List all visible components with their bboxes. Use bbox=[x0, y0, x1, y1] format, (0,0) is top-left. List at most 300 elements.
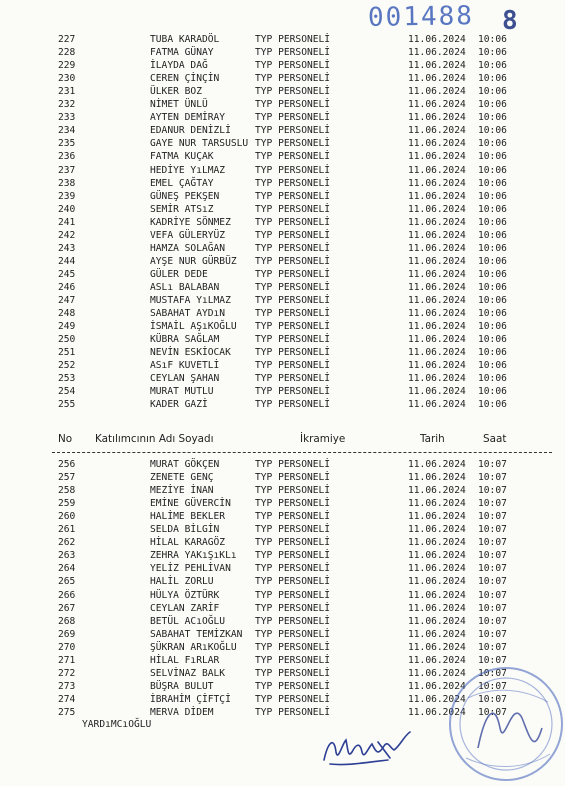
row-time: 10:06 bbox=[478, 386, 507, 398]
row-date: 11.06.2024 bbox=[408, 602, 466, 614]
participant-name: GAYE NUR TARSUSLU bbox=[150, 138, 249, 150]
bonus-type: TYP PERSONELİ bbox=[255, 399, 331, 411]
row-date: 11.06.2024 bbox=[408, 615, 466, 627]
row-number: 228 bbox=[58, 47, 76, 59]
row-time: 10:07 bbox=[478, 667, 507, 679]
bonus-type: TYP PERSONELİ bbox=[255, 667, 331, 679]
table-row bbox=[0, 589, 565, 602]
row-number: 250 bbox=[58, 334, 76, 346]
row-number: 256 bbox=[58, 459, 76, 470]
table-row bbox=[0, 281, 565, 294]
table-row bbox=[0, 641, 565, 654]
bonus-type: TYP PERSONELİ bbox=[255, 138, 331, 150]
row-time: 10:06 bbox=[478, 151, 507, 163]
official-seal-stamp bbox=[438, 658, 565, 786]
bonus-type: TYP PERSONELİ bbox=[255, 537, 331, 549]
row-number: 264 bbox=[58, 563, 76, 575]
row-date: 11.06.2024 bbox=[408, 203, 466, 215]
row-time: 10:06 bbox=[478, 308, 507, 320]
bonus-type: TYP PERSONELİ bbox=[255, 86, 331, 98]
table-row bbox=[0, 216, 565, 229]
participant-name: YELİZ PEHLİVAN bbox=[150, 563, 231, 575]
row-time: 10:06 bbox=[478, 60, 507, 72]
participant-name: BÜŞRA BULUT bbox=[150, 680, 214, 692]
row-date: 11.06.2024 bbox=[408, 667, 466, 679]
table-row bbox=[0, 602, 565, 615]
row-number: 266 bbox=[58, 589, 76, 601]
participant-name: KÜBRA SAĞLAM bbox=[150, 334, 220, 346]
footer-name: YARDıMCıOĞLU bbox=[82, 719, 152, 730]
participant-name: SABAHAT TEMİZKAN bbox=[150, 628, 243, 640]
participant-name: HALİME BEKLER bbox=[150, 511, 226, 523]
row-date: 11.06.2024 bbox=[408, 459, 466, 470]
table-row bbox=[0, 320, 565, 333]
table-row bbox=[0, 333, 565, 346]
row-date: 11.06.2024 bbox=[408, 73, 466, 85]
row-time: 10:06 bbox=[478, 177, 507, 189]
row-date: 11.06.2024 bbox=[408, 472, 466, 484]
participant-name: KADER GAZİ bbox=[150, 399, 208, 411]
participant-name: MERVA DİDEM bbox=[150, 706, 214, 718]
bonus-type: TYP PERSONELİ bbox=[255, 255, 331, 267]
bonus-type: TYP PERSONELİ bbox=[255, 281, 331, 293]
participant-name: SELVİNAZ BALK bbox=[150, 667, 226, 679]
bonus-type: TYP PERSONELİ bbox=[255, 216, 331, 228]
row-time: 10:06 bbox=[478, 360, 507, 372]
row-number: 260 bbox=[58, 511, 76, 523]
row-time: 10:07 bbox=[478, 576, 507, 588]
participant-name: NEVİN ESKİOCAK bbox=[150, 347, 231, 359]
row-date: 11.06.2024 bbox=[408, 321, 466, 333]
bonus-type: TYP PERSONELİ bbox=[255, 308, 331, 320]
bonus-type: TYP PERSONELİ bbox=[255, 524, 331, 536]
bonus-type: TYP PERSONELİ bbox=[255, 498, 331, 510]
bonus-type: TYP PERSONELİ bbox=[255, 563, 331, 575]
bonus-type: TYP PERSONELİ bbox=[255, 602, 331, 614]
bonus-type: TYP PERSONELİ bbox=[255, 706, 331, 718]
row-time: 10:07 bbox=[478, 472, 507, 484]
row-date: 11.06.2024 bbox=[408, 589, 466, 601]
row-date: 11.06.2024 bbox=[408, 399, 466, 411]
participant-name: HİLAL KARAGÖZ bbox=[150, 537, 226, 549]
participant-name: GÜNEŞ PEKŞEN bbox=[150, 190, 220, 202]
table-row bbox=[0, 458, 565, 471]
bonus-type: TYP PERSONELİ bbox=[255, 47, 331, 59]
bonus-type: TYP PERSONELİ bbox=[255, 360, 331, 372]
row-number: 274 bbox=[58, 693, 76, 705]
stamped-serial-suffix: 8 bbox=[502, 6, 518, 36]
row-number: 265 bbox=[58, 576, 76, 588]
row-time: 10:07 bbox=[478, 524, 507, 536]
row-number: 254 bbox=[58, 386, 76, 398]
participant-name: SABAHAT AYDıN bbox=[150, 308, 226, 320]
row-time: 10:07 bbox=[478, 693, 507, 705]
table-row bbox=[0, 497, 565, 510]
row-date: 11.06.2024 bbox=[408, 550, 466, 562]
row-date: 11.06.2024 bbox=[408, 641, 466, 653]
bonus-type: TYP PERSONELİ bbox=[255, 693, 331, 705]
row-time: 10:07 bbox=[478, 459, 507, 470]
participant-name: CEREN ÇİNÇİN bbox=[150, 73, 220, 85]
bonus-type: TYP PERSONELİ bbox=[255, 485, 331, 497]
table-row bbox=[0, 398, 565, 411]
table-row bbox=[0, 346, 565, 359]
row-date: 11.06.2024 bbox=[408, 628, 466, 640]
participant-name: FATMA GÜNAY bbox=[150, 47, 214, 59]
row-time: 10:07 bbox=[478, 654, 507, 666]
row-date: 11.06.2024 bbox=[408, 654, 466, 666]
table-row bbox=[0, 536, 565, 549]
bonus-type: TYP PERSONELİ bbox=[255, 680, 331, 692]
table-row bbox=[0, 59, 565, 72]
row-time: 10:06 bbox=[478, 138, 507, 150]
row-date: 11.06.2024 bbox=[408, 255, 466, 267]
table-row bbox=[0, 294, 565, 307]
row-number: 270 bbox=[58, 641, 76, 653]
participant-name: EMEL ÇAĞTAY bbox=[150, 177, 214, 189]
header-time: Saat bbox=[483, 433, 507, 445]
bonus-type: TYP PERSONELİ bbox=[255, 60, 331, 72]
bonus-type: TYP PERSONELİ bbox=[255, 459, 331, 470]
table-row bbox=[0, 72, 565, 85]
row-number: 257 bbox=[58, 472, 76, 484]
row-time: 10:06 bbox=[478, 255, 507, 267]
row-number: 269 bbox=[58, 628, 76, 640]
header-date: Tarih bbox=[420, 433, 445, 445]
row-date: 11.06.2024 bbox=[408, 524, 466, 536]
participant-name: EMİNE GÜVERCİN bbox=[150, 498, 231, 510]
table-row bbox=[0, 124, 565, 137]
table-row bbox=[0, 307, 565, 320]
bonus-type: TYP PERSONELİ bbox=[255, 641, 331, 653]
row-number: 252 bbox=[58, 360, 76, 372]
row-time: 10:06 bbox=[478, 229, 507, 241]
row-number: 242 bbox=[58, 229, 76, 241]
table-row bbox=[0, 150, 565, 163]
participant-name: ASıF KUVETLİ bbox=[150, 360, 220, 372]
row-number: 237 bbox=[58, 164, 76, 176]
row-time: 10:06 bbox=[478, 399, 507, 411]
participant-name: ÜLKER BOZ bbox=[150, 86, 202, 98]
participant-name: GÜLER DEDE bbox=[150, 268, 208, 280]
row-time: 10:07 bbox=[478, 563, 507, 575]
participant-name: SEMİR ATSıZ bbox=[150, 203, 214, 215]
row-date: 11.06.2024 bbox=[408, 34, 466, 45]
bonus-type: TYP PERSONELİ bbox=[255, 511, 331, 523]
row-date: 11.06.2024 bbox=[408, 680, 466, 692]
table-row bbox=[0, 229, 565, 242]
row-date: 11.06.2024 bbox=[408, 498, 466, 510]
participant-name: FATMA KUÇAK bbox=[150, 151, 214, 163]
participant-name: ŞÜKRAN ARıKOĞLU bbox=[150, 641, 237, 653]
bonus-type: TYP PERSONELİ bbox=[255, 615, 331, 627]
row-date: 11.06.2024 bbox=[408, 112, 466, 124]
bonus-type: TYP PERSONELİ bbox=[255, 576, 331, 588]
bonus-type: TYP PERSONELİ bbox=[255, 229, 331, 241]
row-date: 11.06.2024 bbox=[408, 268, 466, 280]
row-date: 11.06.2024 bbox=[408, 537, 466, 549]
row-time: 10:06 bbox=[478, 125, 507, 137]
participant-name: AYŞE NUR GÜRBÜZ bbox=[150, 255, 237, 267]
participant-name: İBRAHİM ÇİFTÇİ bbox=[150, 693, 231, 705]
row-date: 11.06.2024 bbox=[408, 229, 466, 241]
row-number: 235 bbox=[58, 138, 76, 150]
table-row bbox=[0, 98, 565, 111]
row-number: 229 bbox=[58, 60, 76, 72]
row-time: 10:06 bbox=[478, 190, 507, 202]
bonus-type: TYP PERSONELİ bbox=[255, 654, 331, 666]
table-row bbox=[0, 628, 565, 641]
bonus-type: TYP PERSONELİ bbox=[255, 164, 331, 176]
row-date: 11.06.2024 bbox=[408, 60, 466, 72]
table-header bbox=[0, 432, 565, 446]
table-row bbox=[0, 85, 565, 98]
table-row bbox=[0, 523, 565, 536]
row-time: 10:07 bbox=[478, 641, 507, 653]
row-date: 11.06.2024 bbox=[408, 485, 466, 497]
participant-name: MURAT MUTLU bbox=[150, 386, 214, 398]
row-time: 10:06 bbox=[478, 203, 507, 215]
row-time: 10:06 bbox=[478, 268, 507, 280]
row-date: 11.06.2024 bbox=[408, 295, 466, 306]
participant-name: MUSTAFA YıLMAZ bbox=[150, 295, 231, 306]
bonus-type: TYP PERSONELİ bbox=[255, 125, 331, 137]
row-date: 11.06.2024 bbox=[408, 138, 466, 150]
participant-name: SELDA BİLGİN bbox=[150, 524, 220, 536]
row-number: 248 bbox=[58, 308, 76, 320]
bonus-type: TYP PERSONELİ bbox=[255, 34, 331, 45]
row-date: 11.06.2024 bbox=[408, 693, 466, 705]
table-row bbox=[0, 385, 565, 398]
row-number: 238 bbox=[58, 177, 76, 189]
table-row bbox=[0, 268, 565, 281]
row-number: 246 bbox=[58, 281, 76, 293]
row-date: 11.06.2024 bbox=[408, 386, 466, 398]
row-time: 10:06 bbox=[478, 47, 507, 59]
row-time: 10:06 bbox=[478, 334, 507, 346]
bonus-type: TYP PERSONELİ bbox=[255, 386, 331, 398]
row-date: 11.06.2024 bbox=[408, 125, 466, 137]
table-row bbox=[0, 484, 565, 497]
row-time: 10:07 bbox=[478, 550, 507, 562]
row-time: 10:07 bbox=[478, 706, 507, 718]
row-time: 10:07 bbox=[478, 680, 507, 692]
bonus-type: TYP PERSONELİ bbox=[255, 347, 331, 359]
row-number: 272 bbox=[58, 667, 76, 679]
bonus-type: TYP PERSONELİ bbox=[255, 112, 331, 124]
table-row bbox=[0, 33, 565, 46]
row-date: 11.06.2024 bbox=[408, 86, 466, 98]
header-bonus: İkramiye bbox=[300, 433, 346, 445]
participant-name: VEFA GÜLERYÜZ bbox=[150, 229, 226, 241]
row-date: 11.06.2024 bbox=[408, 360, 466, 372]
bonus-type: TYP PERSONELİ bbox=[255, 334, 331, 346]
row-date: 11.06.2024 bbox=[408, 190, 466, 202]
participant-name: ASLı BALABAN bbox=[150, 281, 220, 293]
table-row bbox=[0, 242, 565, 255]
participant-name: CEYLAN ŞAHAN bbox=[150, 373, 220, 385]
row-number: 262 bbox=[58, 537, 76, 549]
row-number: 268 bbox=[58, 615, 76, 627]
row-date: 11.06.2024 bbox=[408, 511, 466, 523]
row-number: 227 bbox=[58, 34, 76, 45]
bonus-type: TYP PERSONELİ bbox=[255, 321, 331, 333]
table-row bbox=[0, 510, 565, 523]
row-time: 10:07 bbox=[478, 498, 507, 510]
participant-name: İLAYDA DAĞ bbox=[150, 60, 208, 72]
row-date: 11.06.2024 bbox=[408, 563, 466, 575]
table-row bbox=[0, 575, 565, 588]
table-row bbox=[0, 471, 565, 484]
row-time: 10:06 bbox=[478, 86, 507, 98]
row-number: 259 bbox=[58, 498, 76, 510]
row-number: 234 bbox=[58, 125, 76, 137]
row-number: 263 bbox=[58, 550, 76, 562]
row-time: 10:07 bbox=[478, 537, 507, 549]
participant-name: EDANUR DENİZLİ bbox=[150, 125, 231, 137]
row-number: 245 bbox=[58, 268, 76, 280]
row-time: 10:06 bbox=[478, 164, 507, 176]
participant-name: KADRİYE SÖNMEZ bbox=[150, 216, 231, 228]
bonus-type: TYP PERSONELİ bbox=[255, 373, 331, 385]
bonus-type: TYP PERSONELİ bbox=[255, 151, 331, 163]
table-row bbox=[0, 190, 565, 203]
row-time: 10:07 bbox=[478, 628, 507, 640]
row-date: 11.06.2024 bbox=[408, 281, 466, 293]
row-number: 236 bbox=[58, 151, 76, 163]
row-number: 267 bbox=[58, 602, 76, 614]
participant-name: HAMZA SOLAĞAN bbox=[150, 242, 226, 254]
row-date: 11.06.2024 bbox=[408, 373, 466, 385]
row-number: 244 bbox=[58, 255, 76, 267]
header-no: No bbox=[58, 433, 73, 445]
row-number: 249 bbox=[58, 321, 76, 333]
participant-name: HEDİYE YıLMAZ bbox=[150, 164, 226, 176]
row-number: 233 bbox=[58, 112, 76, 124]
bonus-type: TYP PERSONELİ bbox=[255, 190, 331, 202]
row-number: 275 bbox=[58, 706, 76, 718]
bonus-type: TYP PERSONELİ bbox=[255, 242, 331, 254]
table-row bbox=[0, 177, 565, 190]
row-time: 10:06 bbox=[478, 216, 507, 228]
row-time: 10:06 bbox=[478, 347, 507, 359]
participant-name: NİMET ÜNLÜ bbox=[150, 99, 208, 111]
table-row bbox=[0, 562, 565, 575]
row-time: 10:06 bbox=[478, 73, 507, 85]
bonus-type: TYP PERSONELİ bbox=[255, 203, 331, 215]
row-number: 230 bbox=[58, 73, 76, 85]
row-time: 10:07 bbox=[478, 511, 507, 523]
participant-name: HALİL ZORLU bbox=[150, 576, 214, 588]
row-date: 11.06.2024 bbox=[408, 47, 466, 59]
table-row bbox=[0, 111, 565, 124]
row-number: 231 bbox=[58, 86, 76, 98]
row-number: 258 bbox=[58, 485, 76, 497]
row-number: 271 bbox=[58, 654, 76, 666]
handwritten-signature bbox=[318, 722, 428, 772]
row-time: 10:06 bbox=[478, 281, 507, 293]
row-time: 10:06 bbox=[478, 321, 507, 333]
row-date: 11.06.2024 bbox=[408, 576, 466, 588]
row-time: 10:06 bbox=[478, 99, 507, 111]
row-date: 11.06.2024 bbox=[408, 216, 466, 228]
row-date: 11.06.2024 bbox=[408, 706, 466, 718]
row-number: 273 bbox=[58, 680, 76, 692]
table-row bbox=[0, 255, 565, 268]
participant-name: TUBA KARADÖL bbox=[150, 34, 220, 45]
participant-name: AYTEN DEMİRAY bbox=[150, 112, 226, 124]
participant-name: HİLAL FıRLAR bbox=[150, 654, 220, 666]
table-row bbox=[0, 615, 565, 628]
row-number: 243 bbox=[58, 242, 76, 254]
header-participant-name: Katılımcının Adı Soyadı bbox=[95, 433, 214, 445]
row-number: 239 bbox=[58, 190, 76, 202]
row-time: 10:07 bbox=[478, 485, 507, 497]
row-date: 11.06.2024 bbox=[408, 334, 466, 346]
table-row bbox=[0, 372, 565, 385]
bonus-type: TYP PERSONELİ bbox=[255, 177, 331, 189]
bonus-type: TYP PERSONELİ bbox=[255, 268, 331, 280]
row-number: 261 bbox=[58, 524, 76, 536]
row-number: 247 bbox=[58, 295, 76, 306]
table-row bbox=[0, 359, 565, 372]
table-row bbox=[0, 203, 565, 216]
row-time: 10:06 bbox=[478, 34, 507, 45]
row-date: 11.06.2024 bbox=[408, 242, 466, 254]
table-row bbox=[0, 549, 565, 562]
bonus-type: TYP PERSONELİ bbox=[255, 295, 331, 306]
participant-name: ZENETE GENÇ bbox=[150, 472, 214, 484]
row-number: 255 bbox=[58, 399, 76, 411]
participant-name: ZEHRA YAKıŞıKLı bbox=[150, 550, 237, 562]
row-time: 10:06 bbox=[478, 373, 507, 385]
bonus-type: TYP PERSONELİ bbox=[255, 99, 331, 111]
header-divider bbox=[52, 452, 552, 453]
table-row bbox=[0, 137, 565, 150]
row-time: 10:07 bbox=[478, 589, 507, 601]
row-date: 11.06.2024 bbox=[408, 164, 466, 176]
bonus-type: TYP PERSONELİ bbox=[255, 472, 331, 484]
row-number: 253 bbox=[58, 373, 76, 385]
row-time: 10:06 bbox=[478, 295, 507, 306]
bonus-type: TYP PERSONELİ bbox=[255, 550, 331, 562]
row-number: 241 bbox=[58, 216, 76, 228]
table-row bbox=[0, 164, 565, 177]
bonus-type: TYP PERSONELİ bbox=[255, 628, 331, 640]
stamped-serial-number: 001488 bbox=[367, 1, 475, 33]
participant-name: İSMAİL AŞıKOĞLU bbox=[150, 321, 237, 333]
participant-name: BETÜL ACıOĞLU bbox=[150, 615, 226, 627]
row-number: 232 bbox=[58, 99, 76, 111]
row-time: 10:06 bbox=[478, 112, 507, 124]
row-number: 251 bbox=[58, 347, 76, 359]
bonus-type: TYP PERSONELİ bbox=[255, 589, 331, 601]
row-date: 11.06.2024 bbox=[408, 99, 466, 111]
row-time: 10:06 bbox=[478, 242, 507, 254]
row-date: 11.06.2024 bbox=[408, 151, 466, 163]
row-time: 10:07 bbox=[478, 615, 507, 627]
participant-name: CEYLAN ZARİF bbox=[150, 602, 220, 614]
participant-name: MEZİYE İNAN bbox=[150, 485, 214, 497]
row-date: 11.06.2024 bbox=[408, 177, 466, 189]
participant-name: HÜLYA ÖZTÜRK bbox=[150, 589, 220, 601]
row-time: 10:07 bbox=[478, 602, 507, 614]
bonus-type: TYP PERSONELİ bbox=[255, 73, 331, 85]
row-number: 240 bbox=[58, 203, 76, 215]
table-row bbox=[0, 46, 565, 59]
row-date: 11.06.2024 bbox=[408, 347, 466, 359]
row-date: 11.06.2024 bbox=[408, 308, 466, 320]
